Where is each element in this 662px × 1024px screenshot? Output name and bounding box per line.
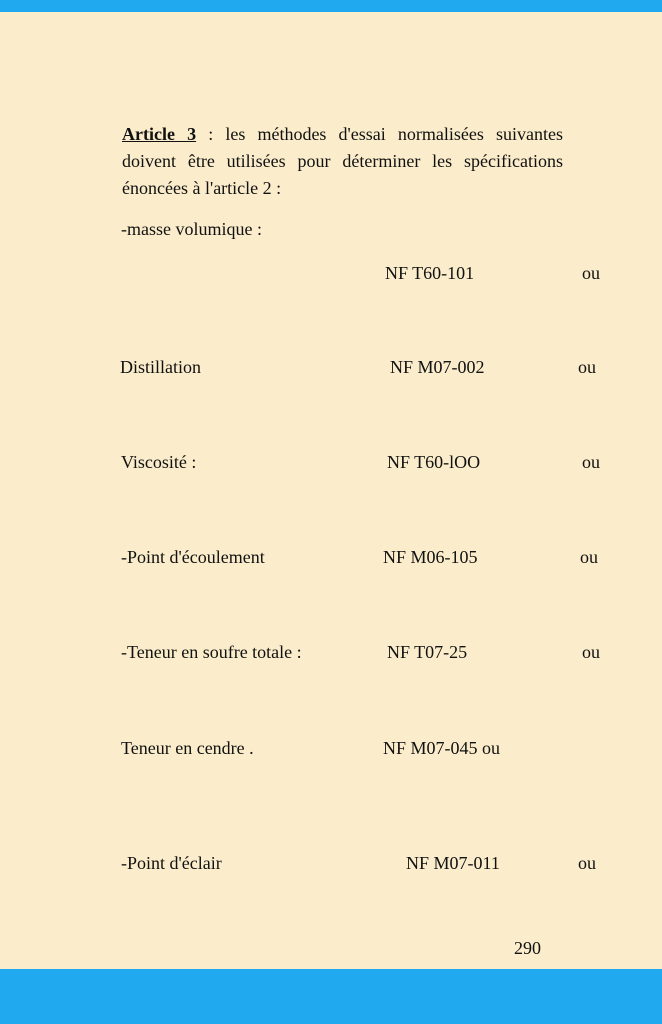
spec-label: -Point d'éclair: [121, 853, 222, 873]
spec-label: -Point d'écoulement: [121, 547, 265, 567]
norm-suffix: ou: [582, 263, 600, 283]
spec-label: Distillation: [120, 357, 201, 377]
spec-label: -Teneur en soufre totale :: [121, 642, 302, 662]
article-text: : les méthodes d'essai normalisées suivantes doivent être utilisées pour déterminer les spécifications énoncées à l'article 2 :: [122, 124, 563, 198]
norm-code: NF T60-lOO: [387, 452, 481, 472]
spec-label: Teneur en cendre .: [121, 738, 254, 758]
page-number: 290: [514, 938, 541, 958]
norm-suffix: ou: [582, 452, 600, 472]
bottom-bar: [0, 969, 662, 1024]
norm-code: NF T07-25: [387, 642, 468, 662]
norm-code: NF M07-045 ou: [383, 738, 501, 758]
article-title: Article 3: [122, 124, 197, 144]
article-paragraph: [122, 121, 563, 202]
norm-code: NF M06-105: [383, 547, 478, 567]
spec-label: Viscosité :: [121, 452, 197, 472]
intro-label: -masse volumique :: [121, 219, 262, 239]
norm-suffix: ou: [580, 547, 598, 567]
norm-code: NF T60-101: [385, 263, 475, 283]
norm-suffix: ou: [578, 357, 596, 377]
norm-suffix: ou: [582, 642, 600, 662]
norm-code: NF M07-002: [390, 357, 485, 377]
norm-suffix: ou: [578, 853, 596, 873]
norm-code: NF M07-011: [406, 853, 500, 873]
top-bar: [0, 0, 662, 12]
